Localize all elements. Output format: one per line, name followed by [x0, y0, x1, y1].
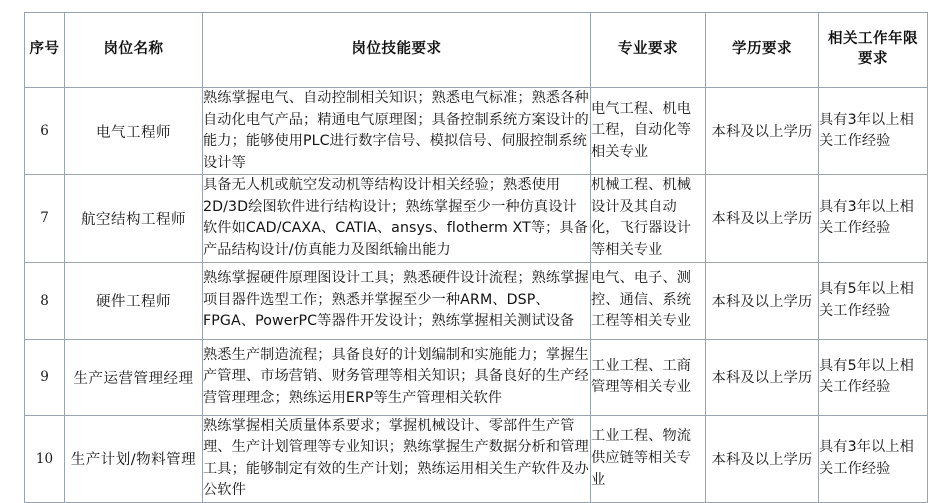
- column-header-major: 专业要求: [591, 13, 706, 88]
- cell-education-requirements: 本科及以上学历: [706, 175, 819, 262]
- cell-job-title: 生产运营管理经理: [65, 339, 203, 415]
- cell-experience-requirements: 具有5年以上相关工作经验: [819, 339, 928, 415]
- table-row: [25, 88, 928, 175]
- column-header-education: 学历要求: [706, 13, 819, 88]
- header-row: [25, 13, 928, 88]
- job-requirements-table: [24, 12, 928, 503]
- cell-education-requirements: 本科及以上学历: [706, 339, 819, 415]
- cell-job-title: 航空结构工程师: [65, 175, 203, 262]
- cell-index: 9: [25, 339, 65, 415]
- column-header-experience-line2: 要求: [858, 51, 888, 67]
- cell-job-title: 生产计划/物料管理: [65, 415, 203, 502]
- cell-education-requirements: 本科及以上学历: [706, 262, 819, 339]
- cell-skill-requirements: 熟练掌握电气、自动控制相关知识；熟悉电气标准；熟悉各种自动化电气产品；精通电气原理图；具备控制系统方案设计的能力；能够使用PLC进行数字信号、模拟信号、伺服控制系统设计等: [203, 88, 591, 175]
- column-header-experience: [819, 13, 928, 88]
- cell-major-requirements: 工业工程、物流供应链等相关专业: [591, 415, 706, 502]
- cell-education-requirements: 本科及以上学历: [706, 88, 819, 175]
- table-header: [25, 13, 928, 88]
- cell-major-requirements: 电气、电子、测控、通信、系统工程等相关专业: [591, 262, 706, 339]
- column-header-index: 序号: [25, 13, 65, 88]
- cell-experience-requirements: 具有3年以上相关工作经验: [819, 175, 928, 262]
- cell-experience-requirements: 具有3年以上相关工作经验: [819, 88, 928, 175]
- cell-skill-requirements: 熟悉生产制造流程；具备良好的计划编制和实施能力；掌握生产管理、市场营销、财务管理等相关知识；具备良好的生产经营管理理念；熟练运用ERP等生产管理相关软件: [203, 339, 591, 415]
- cell-major-requirements: 电气工程、机电工程，自动化等相关专业: [591, 88, 706, 175]
- cell-index: 10: [25, 415, 65, 502]
- cell-education-requirements: 本科及以上学历: [706, 415, 819, 502]
- table-row: [25, 415, 928, 502]
- cell-major-requirements: 机械工程、机械设计及其自动化，飞行器设计等相关专业: [591, 175, 706, 262]
- cell-experience-requirements: 具有3年以上相关工作经验: [819, 415, 928, 502]
- cell-index: 6: [25, 88, 65, 175]
- table-row: [25, 175, 928, 262]
- cell-skill-requirements: 具备无人机或航空发动机等结构设计相关经验；熟悉使用2D/3D绘图软件进行结构设计；熟练掌握至少一种仿真设计软件如CAD/CAXA、CATIA、ansys、flotherm XT等；具备产品结构设计/仿真能力及图纸输出能力: [203, 175, 591, 262]
- cell-index: 7: [25, 175, 65, 262]
- cell-job-title: 硬件工程师: [65, 262, 203, 339]
- column-header-experience-line1: 相关工作年限: [828, 31, 918, 48]
- cell-job-title: 电气工程师: [65, 88, 203, 175]
- cell-index: 8: [25, 262, 65, 339]
- column-header-skills: 岗位技能要求: [203, 13, 591, 88]
- table-row: [25, 339, 928, 415]
- cell-major-requirements: 工业工程、工商管理等相关专业: [591, 339, 706, 415]
- column-header-title: 岗位名称: [65, 13, 203, 88]
- cell-skill-requirements: 熟练掌握相关质量体系要求；掌握机械设计、零部件生产管理、生产计划管理等专业知识；熟练掌握生产数据分析和管理工具；能够制定有效的生产计划；熟练运用相关生产软件及办公软件: [203, 415, 591, 502]
- table-body: [25, 88, 928, 503]
- cell-experience-requirements: 具有5年以上相关工作经验: [819, 262, 928, 339]
- cell-skill-requirements: 熟练掌握硬件原理图设计工具；熟悉硬件设计流程；熟练掌握项目器件选型工作；熟悉并掌握至少一种ARM、DSP、FPGA、PowerPC等器件开发设计；熟练掌握相关测试设备: [203, 262, 591, 339]
- table-row: [25, 262, 928, 339]
